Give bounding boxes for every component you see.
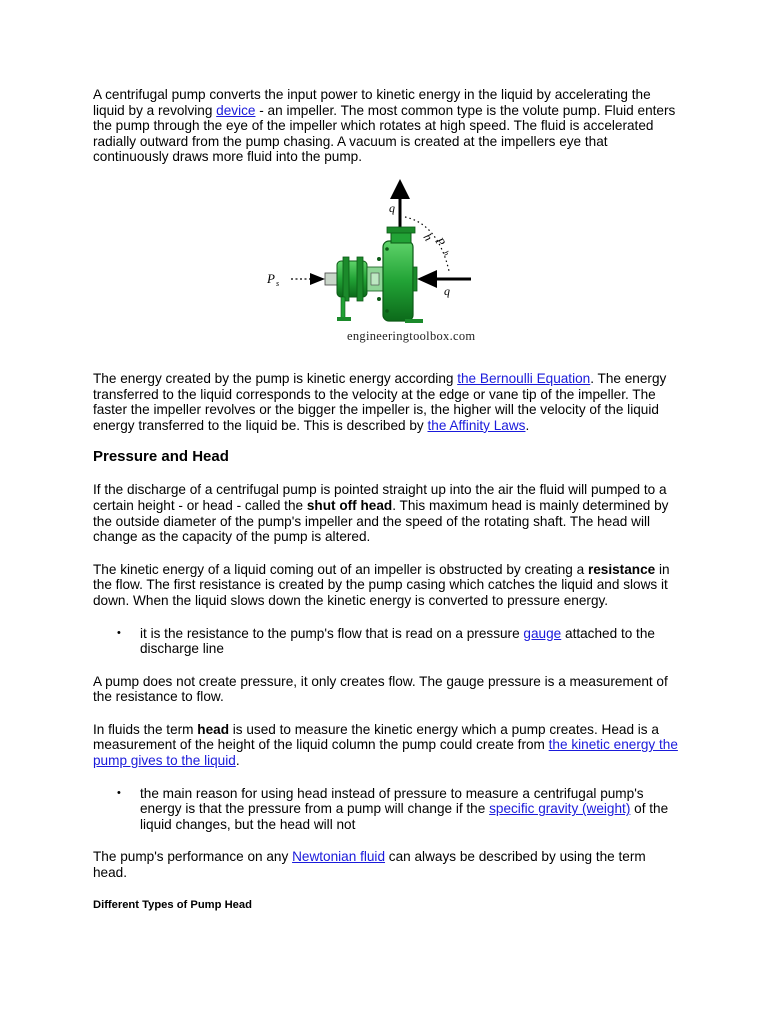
head-term: head <box>197 721 229 737</box>
newtonian-fluid-link[interactable]: Newtonian fluid <box>292 849 386 865</box>
bernoulli-link[interactable]: the Bernoulli Equation <box>457 370 591 386</box>
bullet-list-2 <box>93 786 683 833</box>
performance-text-1: The pump's performance on any <box>93 849 293 865</box>
label-h: h <box>420 230 436 244</box>
label-q-top: q <box>389 200 395 215</box>
specific-gravity-link[interactable]: specific gravity (weight) <box>489 801 631 817</box>
bullet2-text-1: the main reason for using head instead of pressure to measure a centrifugal pump's energy is that the pressure from a pump will change if the <box>140 785 644 817</box>
intro-text-2: - an impeller. The most common type is the volute pump. Fluid enters the pump through the eye of the impeller which rotates at high speed. The fluid is accelerated radially outward from the pump chasing. A vacuum is created at the impellers eye that continuously draws more fluid into the pump. <box>93 102 676 165</box>
head-text-1: In fluids the term <box>93 721 198 737</box>
label-p: P <box>432 234 449 249</box>
intro-paragraph <box>93 87 683 165</box>
figure-caption: engineeringtoolbox.com <box>347 328 476 343</box>
suction-arrow-head <box>310 273 325 285</box>
label-ps: P <box>267 270 275 286</box>
list-item <box>93 626 683 657</box>
document-body <box>93 87 683 911</box>
head-paragraph <box>93 722 683 769</box>
label-q-right: q <box>444 283 450 298</box>
energy-text-2: . The energy transferred to the liquid corresponds to the velocity at the edge or vane tip of the impeller. The faster the impeller revolves or the bigger the impeller is, the higher will the velocity of the liquid energy transferred to the liquid be. This is described by <box>93 370 667 433</box>
bullet-list-1 <box>93 626 683 657</box>
bullet-icon: • <box>117 786 121 799</box>
kinetic-paragraph <box>93 562 683 609</box>
centrifugal-pump-figure <box>253 179 513 349</box>
performance-paragraph <box>93 849 683 880</box>
bullet-icon: • <box>117 626 121 639</box>
performance-text-2: can always be described by using the term head. <box>93 849 646 881</box>
flow-paragraph: A pump does not create pressure, it only creates flow. The gauge pressure is a measurement of the resistance to flow. <box>93 673 668 705</box>
discharge-text-1: If the discharge of a centrifugal pump is pointed straight up into the air the fluid will pumped to a certain height - or head - called the <box>93 482 667 513</box>
discharge-text-2: . This maximum head is mainly determined by the outside diameter of the pump's impeller and the speed of the rotating shaft. The head will change as the capacity of the pump is altered. <box>93 497 669 545</box>
energy-text-1: The energy created by the pump is kinetic energy according <box>93 370 458 386</box>
bullet2-text-2: of the liquid changes, but the head will not <box>140 801 669 832</box>
gauge-link[interactable]: gauge <box>523 625 562 641</box>
energy-text-3: . <box>525 417 530 433</box>
bullet1-text-1: it is the resistance to the pump's flow that is read on a pressure <box>140 625 524 641</box>
affinity-laws-link[interactable]: the Affinity Laws <box>427 417 526 433</box>
list-item <box>93 786 683 833</box>
bullet1-text-2: attached to the discharge line <box>140 625 655 657</box>
discharge-paragraph <box>93 482 683 544</box>
pump-diagram <box>253 179 513 349</box>
kinetic-energy-link[interactable]: the kinetic energy the pump gives to the liquid <box>93 737 678 769</box>
kinetic-text-2: in the flow. The first resistance is created by the pump casing which catches the liquid and slows it down. When the liquid slows down the kinetic energy is converted to pressure energy. <box>93 561 670 608</box>
energy-paragraph <box>93 371 683 433</box>
inlet-arrow-head <box>417 270 437 288</box>
intro-text-1: A centrifugal pump converts the input power to kinetic energy in the liquid by accelerating the liquid by a revolving <box>93 87 651 118</box>
shut-off-head-term: shut off head <box>306 497 393 513</box>
label-ps-sub: s <box>276 278 280 288</box>
pump-head-types-heading: Different Types of Pump Head <box>93 898 252 911</box>
discharge-arrow-head <box>390 179 410 199</box>
head-text-2: is used to measure the kinetic energy which a pump creates. Head is a measurement of the height of the liquid column the pump could create from <box>93 721 659 753</box>
resistance-term: resistance <box>587 561 656 577</box>
device-link[interactable]: device <box>216 102 256 118</box>
head-text-3: . <box>235 753 240 769</box>
pressure-head-heading: Pressure and Head <box>93 448 229 466</box>
kinetic-text-1: The kinetic energy of a liquid coming out of an impeller is obstructed by creating a <box>93 561 588 577</box>
label-p-sub: h <box>441 248 452 258</box>
